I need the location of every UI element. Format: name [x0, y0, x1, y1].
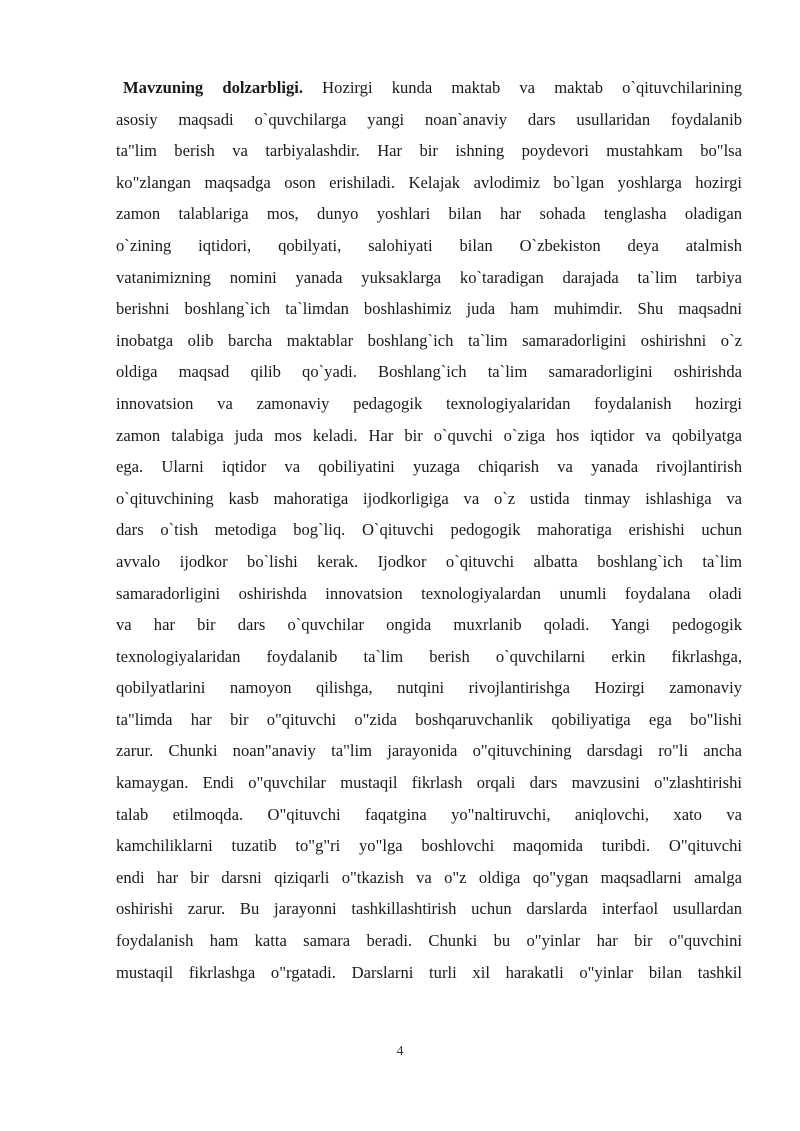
paragraph-line: va har bir dars o`quvchilar ongida muxrlanib qoladi. Yangi pedogogik [116, 615, 742, 635]
section-heading: Mavzuning dolzarbligi. [123, 78, 304, 97]
paragraph-line: zamon talabiga juda mos keladi. Har bir o`quvchi o`ziga hos iqtidor va qobilyatga [116, 425, 742, 445]
paragraph-line: o`zining iqtidori, qobilyati, salohiyati bilan O`zbekiston deya atalmish [116, 235, 742, 255]
paragraph-line: endi har bir darsni qiziqarli o"tkazish va o"z oldiga qo"ygan maqsadlarni amalga [116, 867, 742, 887]
paragraph-line: ta"lim berish va tarbiyalashdir. Har bir ishning poydevori mustahkam bo"lsa [116, 141, 742, 161]
paragraph-line: ega. Ularni iqtidor va qobiliyatini yuzaga chiqarish va yanada rivojlantirish [116, 457, 742, 477]
paragraph-line: dars o`tish metodiga bog`liq. O`qituvchi pedogogik mahoratiga erishishi uchun [116, 520, 742, 540]
paragraph-line: oldiga maqsad qilib qo`yadi. Boshlang`ich ta`lim samaradorligini oshirishda [116, 362, 742, 382]
paragraph-line: mustaqil fikrlashga o"rgatadi. Darslarni turli xil harakatli o"yinlar bilan tashkil [116, 962, 742, 982]
paragraph-line: o`qituvchining kasb mahoratiga ijodkorligiga va o`z ustida tinmay ishlashiga va [116, 488, 742, 508]
paragraph-line: berishni boshlang`ich ta`limdan boshlashimiz juda ham muhimdir. Shu maqsadni [116, 299, 742, 319]
paragraph-line: innovatsion va zamonaviy pedagogik texnologiyalaridan foydalanish hozirgi [116, 393, 742, 413]
paragraph-line: foydalanish ham katta samara beradi. Chunki bu o"yinlar har bir o"quvchini [116, 931, 742, 951]
paragraph-line: zamon talablariga mos, dunyo yoshlari bilan har sohada tenglasha oladigan [116, 204, 742, 224]
paragraph-line: kamaygan. Endi o"quvchilar mustaqil fikrlash orqali dars mavzusini o"zlashtirishi [116, 773, 742, 793]
paragraph-line: texnologiyalaridan foydalanib ta`lim berish o`quvchilarni erkin fikrlashga, [116, 646, 742, 666]
paragraph-line: kamchiliklarni tuzatib to"g"ri yo"lga boshlovchi maqomida turibdi. O"qituvchi [116, 836, 742, 856]
paragraph-line: samaradorligini oshirishda innovatsion texnologiyalardan unumli foydalana oladi [116, 583, 742, 603]
paragraph-line: talab etilmoqda. O"qituvchi faqatgina yo"naltiruvchi, aniqlovchi, xato va [116, 804, 742, 824]
paragraph-line [116, 72, 742, 104]
heading-line-text: Hozirgi kunda maktab va maktab o`qituvchilarining [303, 78, 742, 97]
paragraph-line: zarur. Chunki noan"anaviy ta"lim jarayonida o"qituvchining darsdagi ro"li ancha [116, 741, 742, 761]
paragraph-line: vatanimizning nomini yanada yuksaklarga ko`taradigan darajada ta`lim tarbiya [116, 267, 742, 287]
paragraph-line: inobatga olib barcha maktablar boshlang`ich ta`lim samaradorligini oshirishni o`z [116, 330, 742, 350]
paragraph-lines [116, 104, 742, 989]
paragraph-line: qobilyatlarini namoyon qilishga, nutqini rivojlantirishga Hozirgi zamonaviy [116, 678, 742, 698]
page-number: 4 [396, 1044, 404, 1059]
paragraph-line: oshirishi zarur. Bu jarayonni tashkillashtirish uchun darslarda interfaol usullardan [116, 899, 742, 919]
paragraph-line: ko"zlangan maqsadga oson erishiladi. Kelajak avlodimiz bo`lgan yoshlarga hozirgi [116, 172, 742, 192]
paragraph-line: ta"limda har bir o"qituvchi o"zida boshqaruvchanlik qobiliyatiga ega bo"lishi [116, 709, 742, 729]
body-paragraph [116, 72, 742, 988]
paragraph-line: asosiy maqsadi o`quvchilarga yangi noan`anaviy dars usullaridan foydalanib [116, 109, 742, 129]
paragraph-line: avvalo ijodkor bo`lishi kerak. Ijodkor o`qituvchi albatta boshlang`ich ta`lim [116, 551, 742, 571]
